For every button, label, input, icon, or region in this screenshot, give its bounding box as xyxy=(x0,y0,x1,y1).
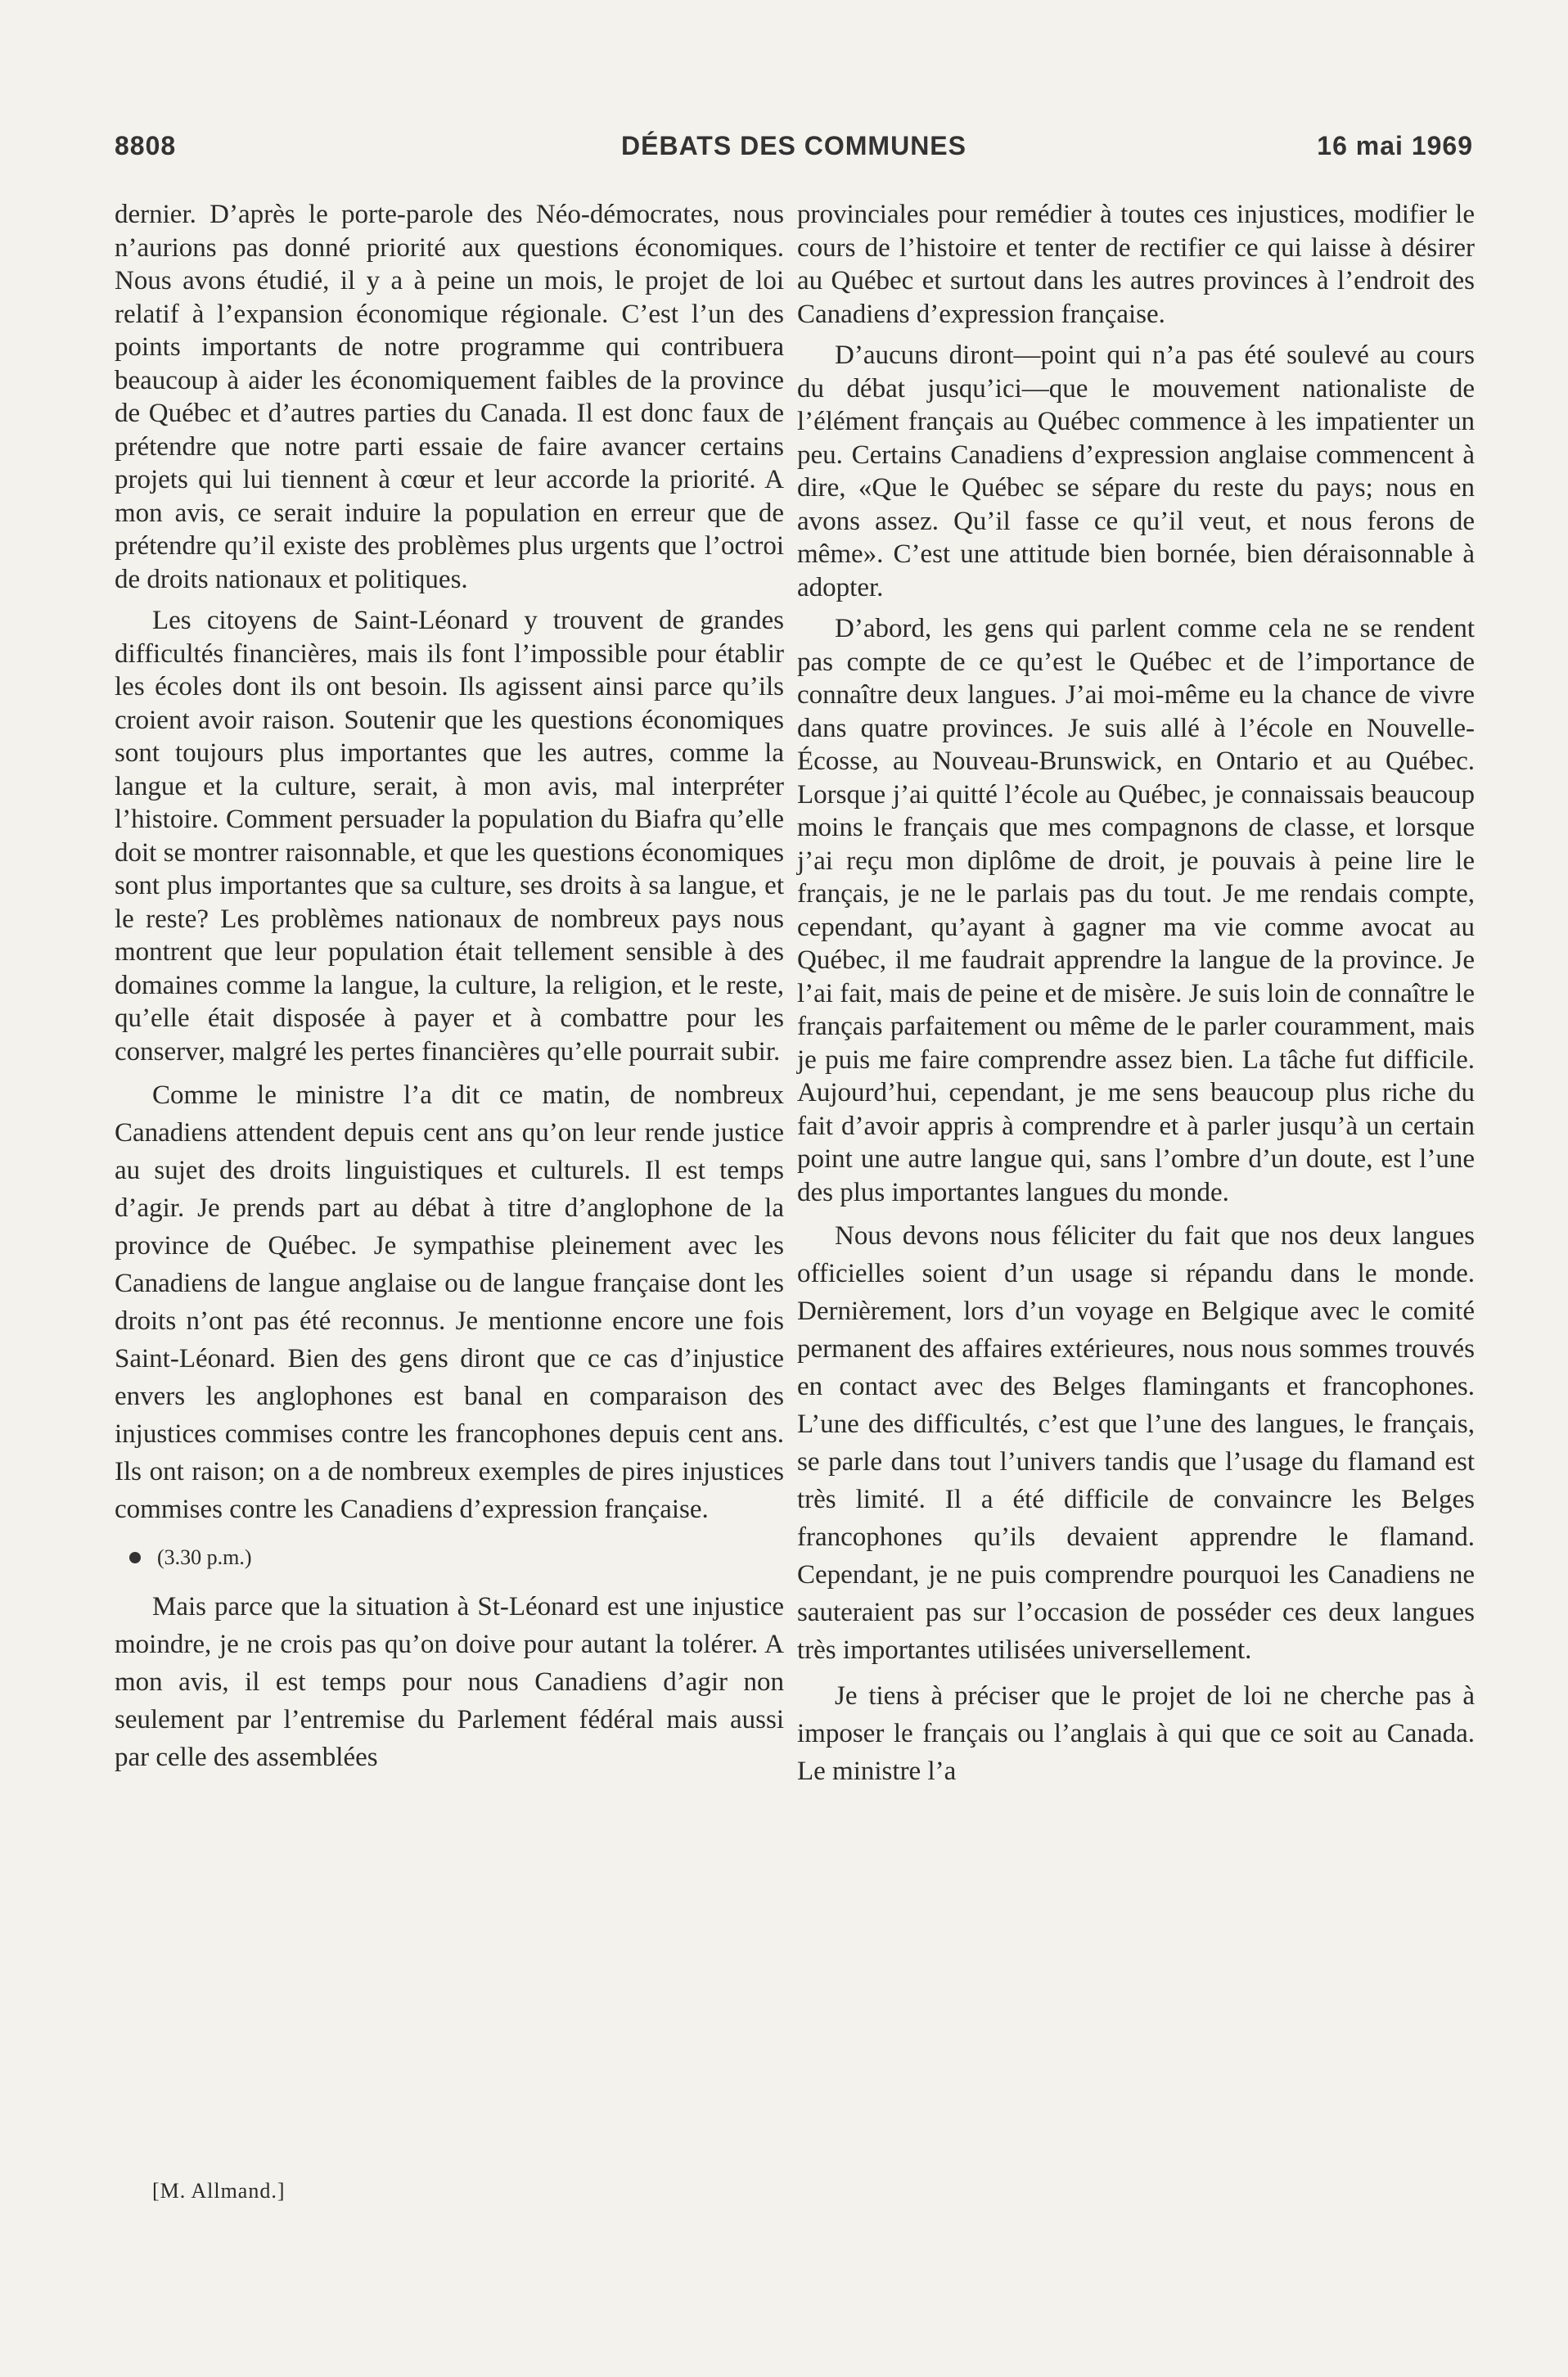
paragraph: Je tiens à préciser que le projet de loi ne cherche pas à imposer le français ou l’anglais à qui que ce soit au Canada. Le ministre l’a xyxy=(797,1681,1475,1786)
right-column xyxy=(797,198,1475,1790)
page-number: 8808 xyxy=(115,131,177,160)
time-marker-label: (3.30 p.m.) xyxy=(157,1545,252,1569)
paragraph: D’abord, les gens qui parlent comme cela ne se rendent pas compte de ce qu’est le Québec et de l’importance de connaître deux langues. J’ai moi-même eu la chance de vivre dans quatre provinces. Je suis allé à l’école en Nouvelle-Écosse, au Nouveau-Brunswick, en Ontario et au Québec. Lorsque j’ai quitté l’école au Québec, je connaissais beaucoup moins le français que mes compagnons de classe, et lorsque j’ai reçu mon diplôme de droit, je pouvais à peine lire le français, je ne le parlais pas du tout. Je me rendais compte, cependant, qu’ayant à gagner ma vie comme avocat au Québec, il me faudrait apprendre la langue de la province. Je l’ai fait, mais de peine et de misère. Je suis loin de connaître le français parfaitement ou même de le parler couramment, mais je puis me faire comprendre assez bien. La tâche fut difficile. Aujourd’hui, cependant, je me sens beaucoup plus riche du fait d’avoir appris à comprendre et à parler jusqu’à un certain point une autre langue qui, sans l’ombre d’un doute, est l’une des plus importantes langues du monde. xyxy=(797,614,1475,1207)
page-header xyxy=(115,131,1473,167)
paragraph: dernier. D’après le porte-parole des Néo-démocrates, nous n’aurions pas donné priorité aux questions économiques. Nous avons étudié, il y a à peine un mois, le projet de loi relatif à l’expansion économique régionale. C’est l’un des points importants de notre programme qui contribuera beaucoup à aider les économiquement faibles de la province de Québec et d’autres parties du Canada. Il est donc faux de prétendre que notre parti essaie de faire avancer certains projets qui lui tiennent à cœur et leur accorde la priorité. A mon avis, ce serait induire la population en erreur que de prétendre qu’il existe des problèmes plus urgents que l’octroi de droits nationaux et politiques. xyxy=(115,200,784,594)
paragraph: D’aucuns diront—point qui n’a pas été soulevé au cours du débat jusqu’ici—que le mouvement nationaliste de l’élément français au Québec commence à les impatienter un peu. Certains Canadiens d’expression anglaise commencent à dire, «Que le Québec se sépare du reste du pays; nous en avons assez. Qu’il fasse ce qu’il veut, et nous ferons de même». C’est une attitude bien bornée, bien déraisonnable à adopter. xyxy=(797,341,1475,602)
left-column xyxy=(115,198,784,1776)
paragraph: provinciales pour remédier à toutes ces injustices, modifier le cours de l’histoire et tenter de rectifier ce qui laisse à désirer au Québec et surtout dans les autres provinces à l’endroit des Canadiens d’expression française. xyxy=(797,200,1475,329)
paragraph: Les citoyens de Saint-Léonard y trouvent de grandes difficultés financières, mais ils font l’impossible pour établir les écoles dont ils ont besoin. Ils agissent ainsi parce qu’ils croient avoir raison. Soutenir que les questions économiques sont toujours plus importantes que les autres, comme la langue et la culture, serait, à mon avis, mal interpréter l’histoire. Comment persuader la population du Biafra qu’elle doit se montrer raisonnable, et que les questions économiques sont plus importantes que sa culture, ses droits à sa langue, et le reste? Les problèmes nationaux de nombreux pays nous montrent que leur population était tellement sensible à des domaines comme la langue, la culture, la religion, et le reste, qu’elle était disposée à payer et à combattre pour les conserver, malgré les pertes financières qu’elle pourrait subir. xyxy=(115,606,784,1067)
speaker-attribution: [M. Allmand.] xyxy=(152,2179,286,2203)
paragraph: Mais parce que la situation à St-Léonard est une injustice moindre, je ne crois pas qu’on doive pour autant la tolérer. A mon avis, il est temps pour nous Canadiens d’agir non seulement par l’entremise du Parlement fédéral mais aussi par celle des assemblées xyxy=(115,1591,784,1772)
paragraph: Comme le ministre l’a dit ce matin, de nombreux Canadiens attendent depuis cent ans qu’on leur rende justice au sujet des droits linguistiques et culturels. Il est temps d’agir. Je prends part au débat à titre d’anglophone de la province de Québec. Je sympathise pleinement avec les Canadiens de langue anglaise ou de langue française dont les droits n’ont pas été reconnus. Je mentionne encore une fois Saint-Léonard. Bien des gens diront que ce cas d’injustice envers les anglophones est banal en comparaison des injustices commises contre les francophones depuis cent ans. Ils ont raison; on a de nombreux exemples de pires injustices commises contre les Canadiens d’expression française. xyxy=(115,1080,784,1524)
bullet-icon xyxy=(129,1552,141,1563)
page-date: 16 mai 1969 xyxy=(1317,131,1473,160)
time-marker xyxy=(129,1541,784,1575)
paragraph: Nous devons nous féliciter du fait que nos deux langues officielles soient d’un usage si répandu dans le monde. Dernièrement, lors d’un voyage en Belgique avec le comité permanent des affaires extérieures, nous nous sommes trouvés en contact avec des Belges flamingants et francophones. L’une des difficultés, c’est que l’une des langues, le français, se parle dans tout l’univers tandis que l’usage du flamand est très limité. Il a été difficile de convaincre les Belges francophones qu’ils devaient apprendre le flamand. Cependant, je ne puis comprendre pourquoi les Canadiens ne sauteraient pas sur l’occasion de posséder ces deux langues très importantes utilisées universellement. xyxy=(797,1221,1475,1665)
publication-title: DÉBATS DES COMMUNES xyxy=(621,131,966,160)
